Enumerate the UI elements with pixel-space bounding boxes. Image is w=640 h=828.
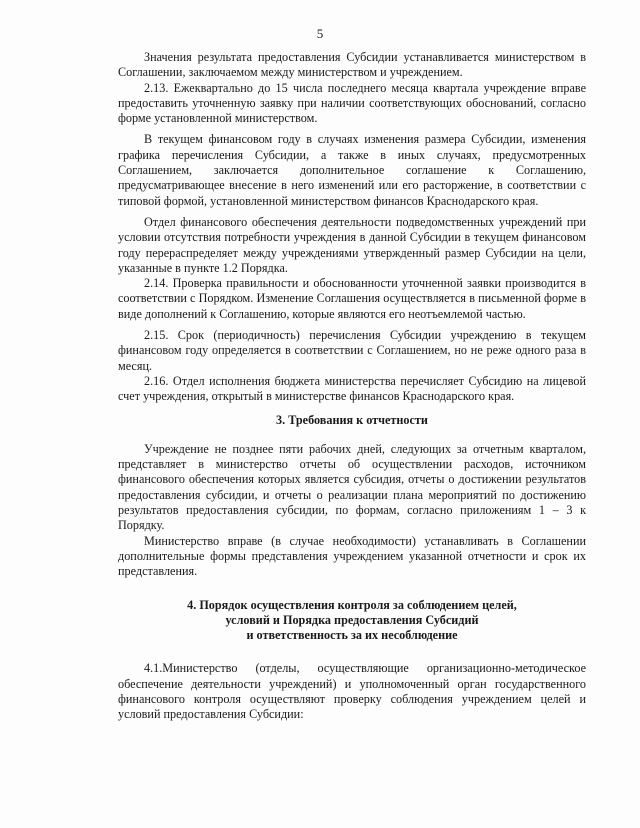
paragraph: Значения результата предоставления Субсидии устанавливается министерством в Соглашении, заключаемом между министерством и учреждением.	[118, 50, 586, 80]
paragraph: 2.16. Отдел исполнения бюджета министерства перечисляет Субсидию на лицевой счет учреждения, открытый в министерстве финансов Краснодарского края.	[118, 373, 586, 404]
paragraph: 2.15. Срок (периодичность) перечисления Субсидии учреждению в текущем финансовом году определяется в соответствии с Соглашением, но не реже одного раза в месяц.	[118, 328, 586, 373]
section-4-heading-line: условий и Порядка предоставления Субсидий	[225, 612, 479, 627]
section-4-heading	[118, 598, 586, 644]
section-4-heading-line: и ответственность за их несоблюдение	[246, 628, 458, 643]
paragraph: 2.13. Ежеквартально до 15 числа последнего месяца квартала учреждение вправе предоставить уточненную заявку при наличии соответствующих обоснований, согласно форме установленной министерством.	[118, 80, 586, 126]
paragraph: Учреждение не позднее пяти рабочих дней, следующих за отчетным кварталом, представляет в министерство отчеты об осуществлении расходов, источником финансового обеспечения которых является субсидия, отчеты о достижении результатов предоставления субсидии, и отчеты о реализации плана мероприятий по достижению результатов предоставления субсидии, по формам, согласно приложениям 1 – 3 к Порядку.	[118, 441, 586, 533]
page-number: 5	[316, 26, 324, 41]
paragraph: 2.14. Проверка правильности и обоснованности уточненной заявки производится в соответствии с Порядком. Изменение Соглашения осуществляется в письменной форме в виде дополнений к Соглашению, которые являются его неотъемлемой частью.	[118, 276, 586, 321]
paragraph: Отдел финансового обеспечения деятельности подведомственных учреждений при условии отсутствия потребности учреждения в данной Субсидии в текущем финансовом году перераспределяет между учреждениями утвержденный размер Субсидии на цели, указанные в пункте 1.2 Порядка.	[118, 214, 586, 275]
section-3-heading: 3. Требования к отчетности	[276, 412, 428, 427]
paragraph: Министерство вправе (в случае необходимости) устанавливать в Соглашении дополнительные формы представления учреждением указанной отчетности и срок их представления.	[118, 533, 586, 579]
paragraph: 4.1.Министерство (отделы, осуществляющие организационно-методическое обеспечение деятельности учреждений) и уполномоченный орган государственного финансового контроля осуществляют проверку соблюдения учреждением целей и условий предоставления Субсидии:	[118, 661, 586, 722]
paragraph: В текущем финансовом году в случаях изменения размера Субсидии, изменения графика перечисления Субсидии, а также в иных случаях, предусмотренных Соглашением, заключается дополнительное соглашение к Соглашению, предусматривающее внесение в него изменений или его расторжение, в соответствии с типовой формой, установленной министерством финансов Краснодарского края.	[118, 132, 586, 208]
section-4-heading-line: 4. Порядок осуществления контроля за соблюдением целей,	[187, 597, 517, 612]
page-body	[118, 50, 586, 723]
